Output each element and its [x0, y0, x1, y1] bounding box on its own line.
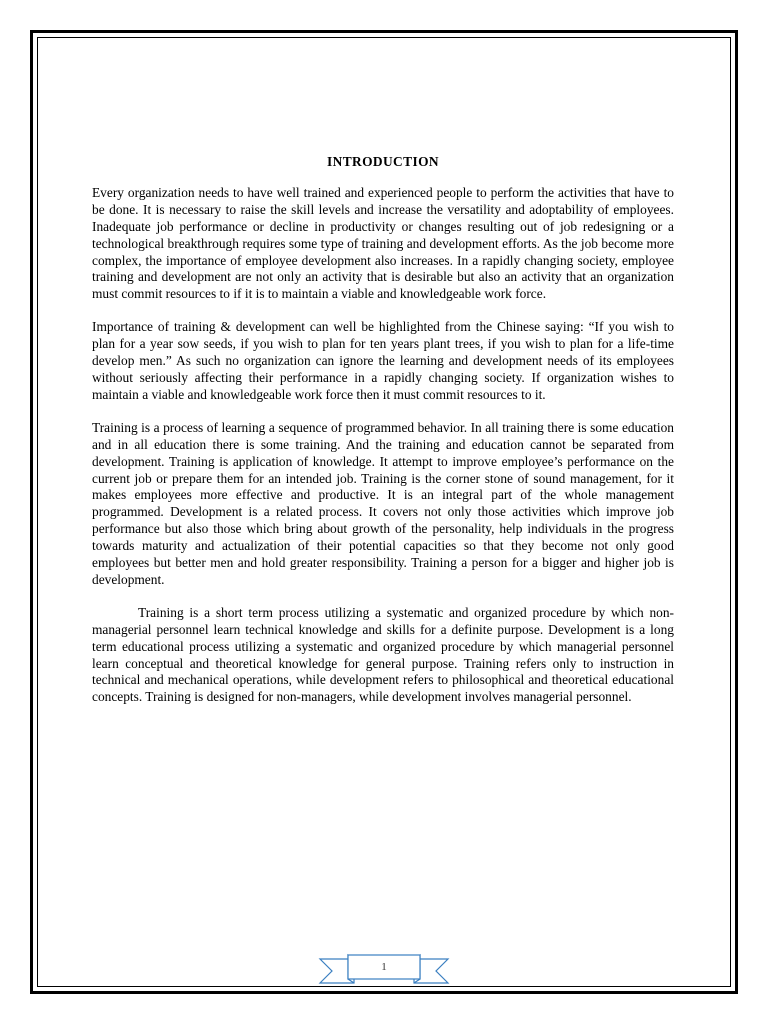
page-number: 1 [381, 961, 387, 973]
document-body [92, 154, 674, 722]
paragraph-4: Training is a short term process utilizing a systematic and organized procedure by which non-managerial personnel learn technical knowledge and skills for a definite purpose. Development is a long term educational process utilizing a systematic and organized procedure by which managerial personnel learn conceptual and theoretical knowledge for general purpose. Training refers only to instruction in technical and mechanical operations, while development refers to philosophical and theoretical educational concepts. Training is designed for non-managers, while development involves managerial personnel. [92, 604, 674, 705]
paragraph-2: Importance of training & development can well be highlighted from the Chinese saying: “If you wish to plan for a year sow seeds, if you wish to plan for ten years plant trees, if you wish to plan for a life-time develop men.” As such no organization can ignore the learning and development needs of its employees without seriously affecting their performance in a rapidly changing society. If organization wishes to maintain a viable and knowledgeable work force then it must commit resources to it. [92, 319, 674, 402]
paragraph-3: Training is a process of learning a sequence of programmed behavior. In all training there is some education and in all education there is some training. And the training and education cannot be separated from development. Training is application of knowledge. It attempt to improve employee’s performance on the current job or prepare them for an intended job. Training is the corner stone of sound management, for it makes employees more effective and productive. It is an integral part of the whole management programmed. Development is a related process. It covers not only those activities which improve job performance but also those which bring about growth of the personality, help individuals in the progress towards maturity and actualization of their potential capacities so that they become not only good employees but better men and hold greater responsibility. Training a person for a bigger and higher job is development. [92, 419, 674, 587]
page-number-ribbon [318, 953, 450, 987]
paragraph-1: Every organization needs to have well trained and experienced people to perform the activities that have to be done. It is necessary to raise the skill levels and increase the versatility and adoptability of employees. Inadequate job performance or decline in productivity or changes resulting out of job redesigning or a technological breakthrough requires some type of training and development efforts. As the job become more complex, the importance of employee development also increases. In a rapidly changing society, employee training and development are not only an activity that is desirable but also an activity that an organization must commit resources to if it is to maintain a viable and knowledgeable work force. [92, 184, 674, 302]
document-title: INTRODUCTION [327, 154, 439, 169]
